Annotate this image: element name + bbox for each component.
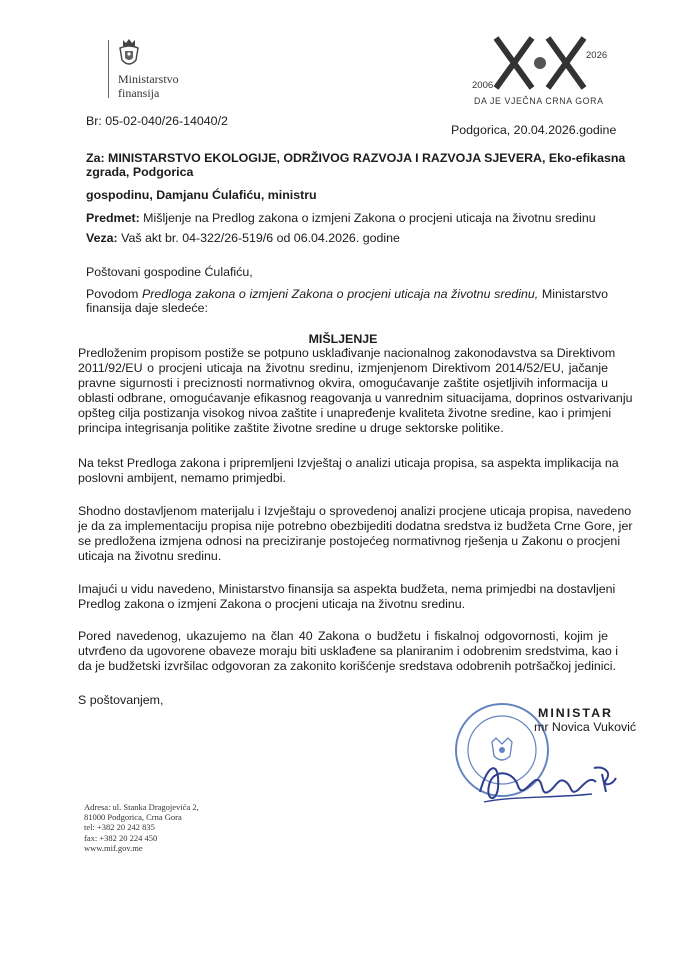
paragraph-5-line: da je budžetski izvršilac odgovoran za zakonito korišćenje sredstava odobrenih potršačkoj jedinici. — [78, 659, 616, 673]
paragraph-1-line: 2011/92/EU o procjeni uticaja na životnu sredinu, izmjenjenom Direktivom 2014/52/EU, jačanje — [78, 361, 608, 375]
greeting: Poštovani gospodine Ćulafiću, — [86, 265, 253, 279]
addressee-line2: zgrada, Podgorica — [86, 165, 194, 179]
anniversary-logo — [470, 36, 610, 108]
paragraph-1-line: Predloženim propisom postiže se potpuno usklađivanje nacionalnog zakonodavstva sa Direktivom — [78, 346, 616, 360]
subject-label: Predmet: — [86, 211, 140, 225]
footer-website: www.mif.gov.me — [84, 842, 143, 853]
intro-part1: Povodom — [86, 287, 139, 301]
reference-number: Br: 05-02-040/26-14040/2 — [86, 114, 228, 128]
footer-address — [84, 802, 199, 853]
intro-part2: Ministarstvo — [541, 287, 608, 301]
paragraph-4-line: Predlog zakona o izmjeni Zakona o procjeni uticaja na životnu sredinu. — [78, 597, 466, 611]
link-line — [86, 231, 400, 245]
anniversary-year-right: 2026 — [586, 50, 608, 61]
intro-line2: finansija daje sledeće: — [86, 301, 208, 315]
anniversary-slogan: DA JE VJEČNA CRNA GORA — [474, 96, 604, 106]
paragraph-3-line: se predložena izmjena odnosi na preciziranje postojećeg normativnog rješenja u Zakonu o procjeni — [78, 534, 621, 548]
anniversary-xx-icon — [492, 36, 588, 90]
addressee-line1: Za: MINISTARSTVO EKOLOGIJE, ODRŽIVOG RAZVOJA I RAZVOJA SJEVERA, Eko-efikasna — [86, 151, 626, 165]
intro-line1 — [86, 287, 608, 301]
ministry-name-line1: Ministarstvo — [118, 72, 179, 86]
signature-title: MINISTAR — [538, 706, 613, 720]
paragraph-1-line: pravne sigurnosti i preciznosti normativnog okvira, omogućavanje zaštite osjetljivih informacija u — [78, 376, 608, 390]
subject-line — [86, 211, 596, 225]
closing: S poštovanjem, — [78, 693, 164, 707]
paragraph-3-line: je da za implementaciju propisa nije potrebno obezbijediti dodatna sredstva iz budžeta Crne Gore, jer — [78, 519, 633, 533]
paragraph-5-line: Pored navedenog, ukazujemo na član 40 Zakona o budžetu i fiskalnoj odgovornosti, kojim je — [78, 629, 608, 643]
paragraph-1-line: principa integrisanja politike zaštite životne sredine u druge sektorske politike. — [78, 421, 504, 435]
paragraph-5-line: utvrđeno da ugovorene obaveze moraju biti usklađene sa planiranim i odobrenim sredstvima, kao i — [78, 644, 618, 658]
place-date: Podgorica, 20.04.2026.godine — [451, 123, 617, 137]
paragraph-2-line: poslovni ambijent, nemamo primjedbi. — [78, 471, 286, 485]
addressee-line3: gospodinu, Damjanu Ćulafiću, ministru — [86, 188, 317, 202]
footer-line: 81000 Podgorica, Crna Gora — [84, 812, 182, 823]
link-label: Veza: — [86, 231, 118, 245]
paragraph-1-line: oblasti odbrane, omogućavanje efikasnog reagovanja u vanrednim situacijama, doprinos ostvarivanju — [78, 391, 633, 405]
paragraph-3-line: Shodno dostavljenom materijalu i Izvještaju o sprovedenoj analizi procjene uticaja propisa, navedeno — [78, 504, 632, 518]
opinion-title: MIŠLJENJE — [308, 332, 378, 346]
ministry-name-line2: finansija — [118, 86, 160, 100]
link-text: Vaš akt br. 04-322/26-519/6 od 06.04.2026. godine — [121, 231, 400, 245]
subject-text: Mišljenje na Predlog zakona o izmjeni Zakona o procjeni uticaja na životnu sredinu — [143, 211, 596, 225]
paragraph-4-line: Imajući u vidu navedeno, Ministarstvo finansija sa aspekta budžeta, nema primjedbi na dostavljeni — [78, 582, 616, 596]
handwritten-signature-icon — [474, 752, 624, 812]
paragraph-1-line: opšteg cilja postizanja visokog nivoa zaštite i unapređenje kvaliteta životne sredine, kao i primjeni — [78, 406, 612, 420]
footer-line: fax: +382 20 224 450 — [84, 832, 158, 843]
intro-italic-title: Predloga zakona o izmjeni Zakona o procjeni uticaja na životnu sredinu, — [142, 287, 539, 301]
signature-name: mr Novica Vuković — [534, 720, 637, 734]
coat-of-arms-icon — [118, 38, 140, 68]
anniversary-year-left: 2006 — [472, 80, 494, 91]
footer-line: Adresa: ul. Stanka Dragojevića 2, — [84, 802, 199, 812]
footer-line: tel: +382 20 242 835 — [84, 822, 155, 833]
logo-divider — [108, 40, 109, 98]
paragraph-3-line: uticaja na životnu sredinu. — [78, 549, 222, 563]
ministry-logo — [104, 36, 234, 100]
paragraph-2-line: Na tekst Predloga zakona i pripremljeni Izvještaj o analizi uticaja propisa, sa aspekta implikacija na — [78, 456, 619, 470]
